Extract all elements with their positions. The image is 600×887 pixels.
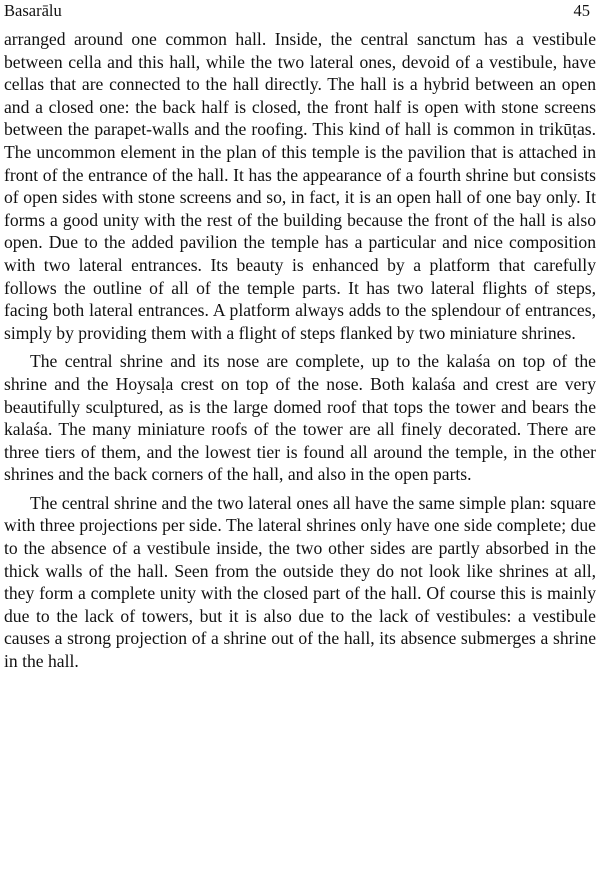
running-title: Basarālu bbox=[4, 1, 62, 20]
running-header bbox=[4, 1, 590, 21]
page-number: 45 bbox=[573, 1, 590, 20]
paragraph-continuation: arranged around one common hall. Inside, the central sanctum has a vestibule between cella and this hall, while the two lateral ones, devoid of a vestibule, have cellas that are connected to the hall directly. The hall is a hybrid between an open and a closed one: the back half is closed, the front half is open with stone screens between the parapet-walls and the roofing. This kind of hall is common in trikūṭas. The uncommon element in the plan of this temple is the pavilion that is attached in front of the entrance of the hall. It has the appearance of a fourth shrine but consists of open sides with stone screens and so, in fact, it is an open hall of one bay only. It forms a good unity with the rest of the building because the front of the hall is also open. Due to the added pavilion the temple has a particular and nice composition with two lateral entrances. Its beauty is enhanced by a platform that carefully follows the outline of all of the temple parts. It has two lateral flights of steps, facing both lateral entrances. A platform always adds to the splendour of entrances, simply by providing them with a flight of steps flanked by two miniature shrines. bbox=[4, 29, 596, 343]
body-text bbox=[4, 28, 596, 679]
paragraph-central-shrine: The central shrine and its nose are complete, up to the kalaśa on top of the shrine and the Hoysaḷa crest on top of the nose. Both kalaśa and crest are very beautifully sculptured, as is the large domed roof that tops the tower and bears the kalaśa. The many miniature roofs of the tower are all finely decorated. There are three tiers of them, and the lowest tier is found all around the temple, in the other shrines and the back corners of the hall, and also in the open parts. bbox=[4, 351, 596, 485]
paragraph-shrine-plan: The central shrine and the two lateral ones all have the same simple plan: square with three projections per side. The lateral shrines only have one side complete; due to the absence of a vestibule inside, the two other sides are partly absorbed in the thick walls of the hall. Seen from the outside they do not look like shrines at all, they form a complete unity with the closed part of the hall. Of course this is mainly due to the lack of towers, but it is also due to the lack of vestibules: a vestibule causes a strong projection of a shrine out of the hall, its absence submerges a shrine in the hall. bbox=[4, 492, 596, 672]
